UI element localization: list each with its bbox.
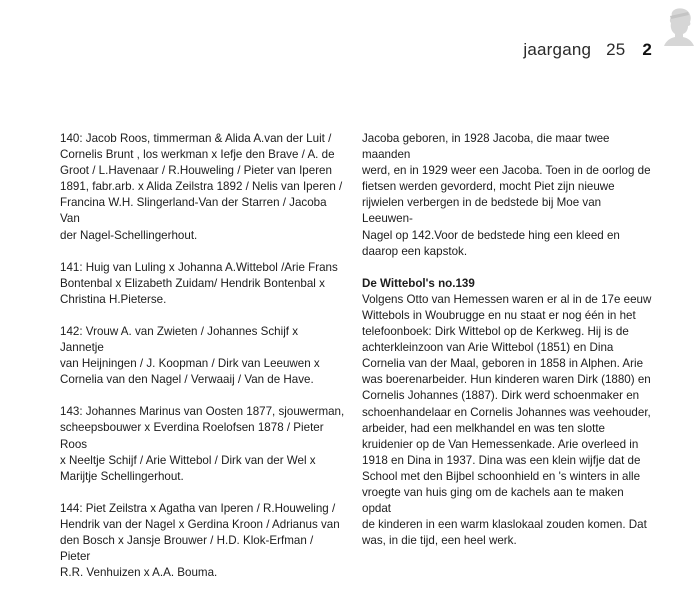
right-column [362,131,654,565]
volume-number: 25 [606,40,626,59]
entry-143: 143: Johannes Marinus van Oosten 1877, sjouwerman, scheepsbouwer x Everdina Roelofsen 1878 / Pieter Roos x Neeltje Schijf / Arie Wittebol / Dirk van der Wel x Marijtje Schellingerhout. [60,405,345,483]
entry-140: 140: Jacob Roos, timmerman & Alida A.van der Luit / Cornelis Brunt , los werkman x Iefje den Brave / A. de Groot / L.Havenaar / R.Houweling / Pieter van Iperen 1891, fabr.arb. x Alida Zeilstra 1892 / Nelis van Iperen / Francina W.H. Slingerland-Van der Starren / Jacoba Van der Nagel-Schellingerhout. [60,132,343,242]
page-number: 2 [642,40,652,59]
entry-141: 141: Huig van Luling x Johanna A.Wittebol /Arie Frans Bontenbal x Elizabeth Zuidam/ Hendrik Bontenbal x Christina H.Pieterse. [60,260,338,306]
silhouette-portrait-icon [664,6,694,46]
entry-142: 142: Vrouw A. van Zwieten / Johannes Schijf x Jannetje van Heijningen / J. Koopman / Dirk van Leeuwen x Cornelia van den Nagel / Verwaaij / Van de Have. [60,324,320,387]
left-column [60,131,345,597]
entry-144: 144: Piet Zeilstra x Agatha van Iperen / R.Houweling / Hendrik van der Nagel x Gerdina Kroon / Adrianus van den Bosch x Jansje Brouwer / H.D. Klok-Erfman / Pieter R.R. Venhuizen x A.A. Bouma. [60,501,340,580]
section-body: Volgens Otto van Hemessen waren er al in de 17e eeuw Wittebols in Woubrugge en nu staat er nog één in het telefoonboek: Dirk Wittebol op de Kerkweg. Hij is de achterkleinzoon van Arie Wittebol (1851) en Dina Cornelia van der Maal, geboren in 1858 in Alphen. Arie was boerenarbeider. Hun kinderen waren Dirk (1880) en Cornelis Johannes (1887). Dirk werd schoenmaker en schoenhandelaar en Cornelis Johannes was veehouder, arbeider, had een melkhandel en was ten slotte kruidenier op de Van Hemessenkade. Arie overleed in 1918 en Dina in 1937. Dina was een klein wijfje dat de School met den Bijbel schoonhield en 's winters in alle vroegte van huis ging om de kachels aan te maken opdat de kinderen in een warm klaslokaal zouden komen. Dat was, in die tijd, een heel werk. [362,292,652,548]
intro-paragraph: Jacoba geboren, in 1928 Jacoba, die maar twee maanden werd, en in 1929 weer een Jacoba. Toen in de oorlog de fietsen werden gevorderd, mocht Piet zijn nieuwe rijwielen verbergen in de bedstede bij Moe van Leeuwen- Nagel op 142.Voor de bedstede hing een kleed en daarop een kapstok. [362,132,651,258]
page-header [523,40,652,60]
section-heading: De Wittebol's no.139 [362,276,475,290]
volume-label: jaargang [523,40,592,59]
